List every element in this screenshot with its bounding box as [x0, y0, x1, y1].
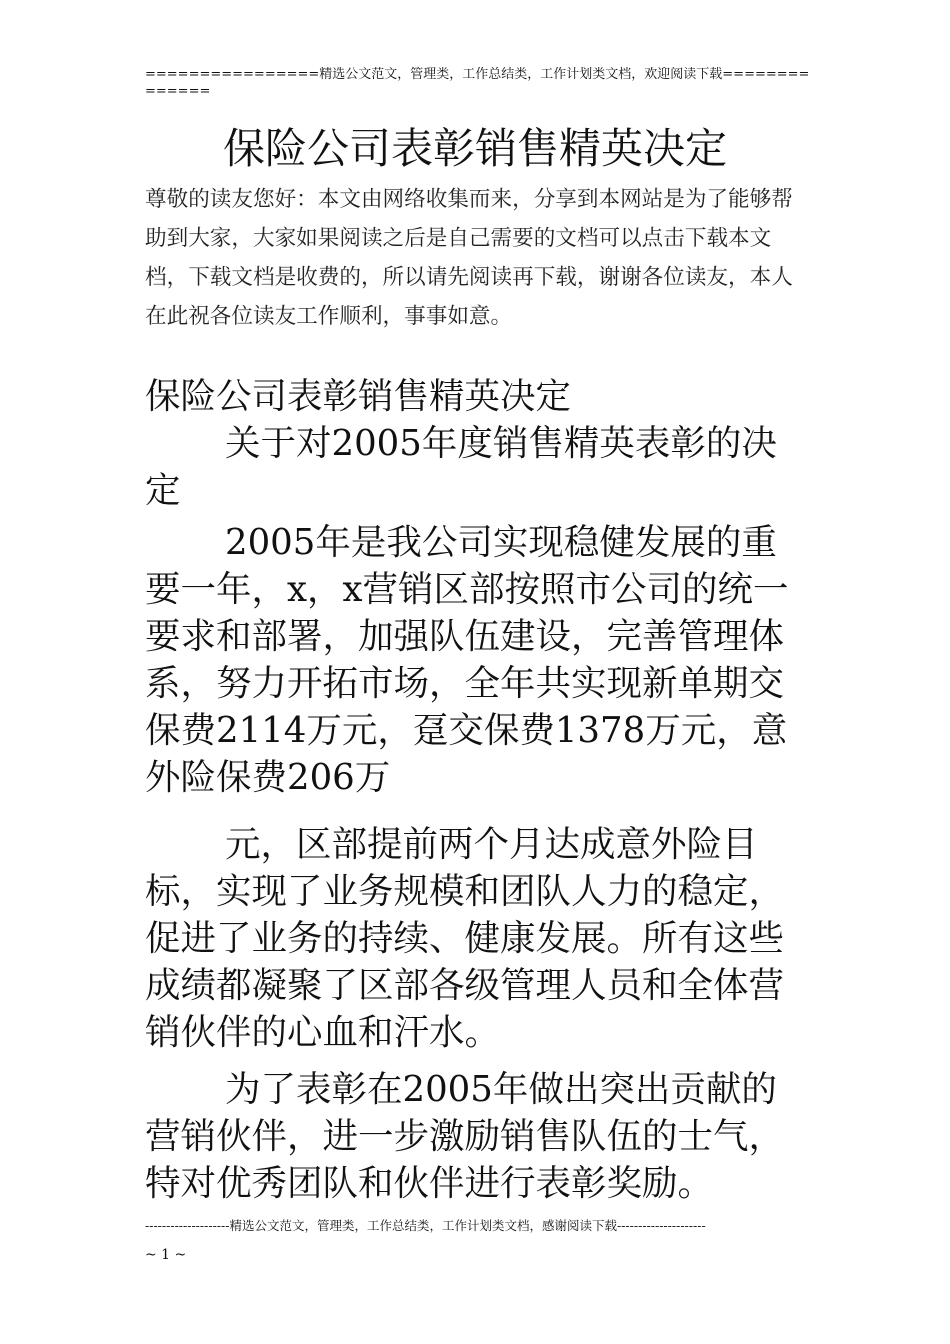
page-title: 保险公司表彰销售精英决定	[222, 124, 727, 173]
intro-notice: 尊敬的读友您好：本文由网络收集而来，分享到本网站是为了能够帮助到大家，大家如果阅读之后是自己需要的文档可以点击下载本文档，下载文档是收费的，所以请先阅读再下载，谢谢各位读友，本人在此祝各位读友工作顺利，事事如意。	[145, 187, 793, 329]
paragraph-2: 2005年是我公司实现稳健发展的重要一年，x，x营销区部按照市公司的统一要求和部署，加强队伍建设，完善管理体系，努力开拓市场，全年共实现新单期交保费2114万元，趸交保费1378万元，意外险保费206万	[145, 522, 789, 798]
document-heading: 保险公司表彰销售精英决定	[145, 376, 572, 417]
paragraph-1: 关于对2005年度销售精英表彰的决定	[145, 423, 777, 511]
page-number: ~ 1 ~	[145, 1247, 187, 1263]
paragraph-3: 元，区部提前两个月达成意外险目标，实现了业务规模和团队人力的稳定，促进了业务的持续、健康发展。所有这些成绩都凝聚了区部各级管理人员和全体营销伙伴的心血和汗水。	[145, 824, 785, 1053]
footer-banner: --------------------精选公文范文，管理类，工作总结类，工作计划类文档，感谢阅读下载---------------------	[145, 1218, 706, 1233]
paragraph-4: 为了表彰在2005年做出突出贡献的营销伙伴，进一步激励销售队伍的士气，特对优秀团队和伙伴进行表彰奖励。	[145, 1069, 785, 1204]
header-banner: ================精选公文范文，管理类，工作总结类，工作计划类文档，欢迎阅读下载==============	[145, 67, 810, 99]
